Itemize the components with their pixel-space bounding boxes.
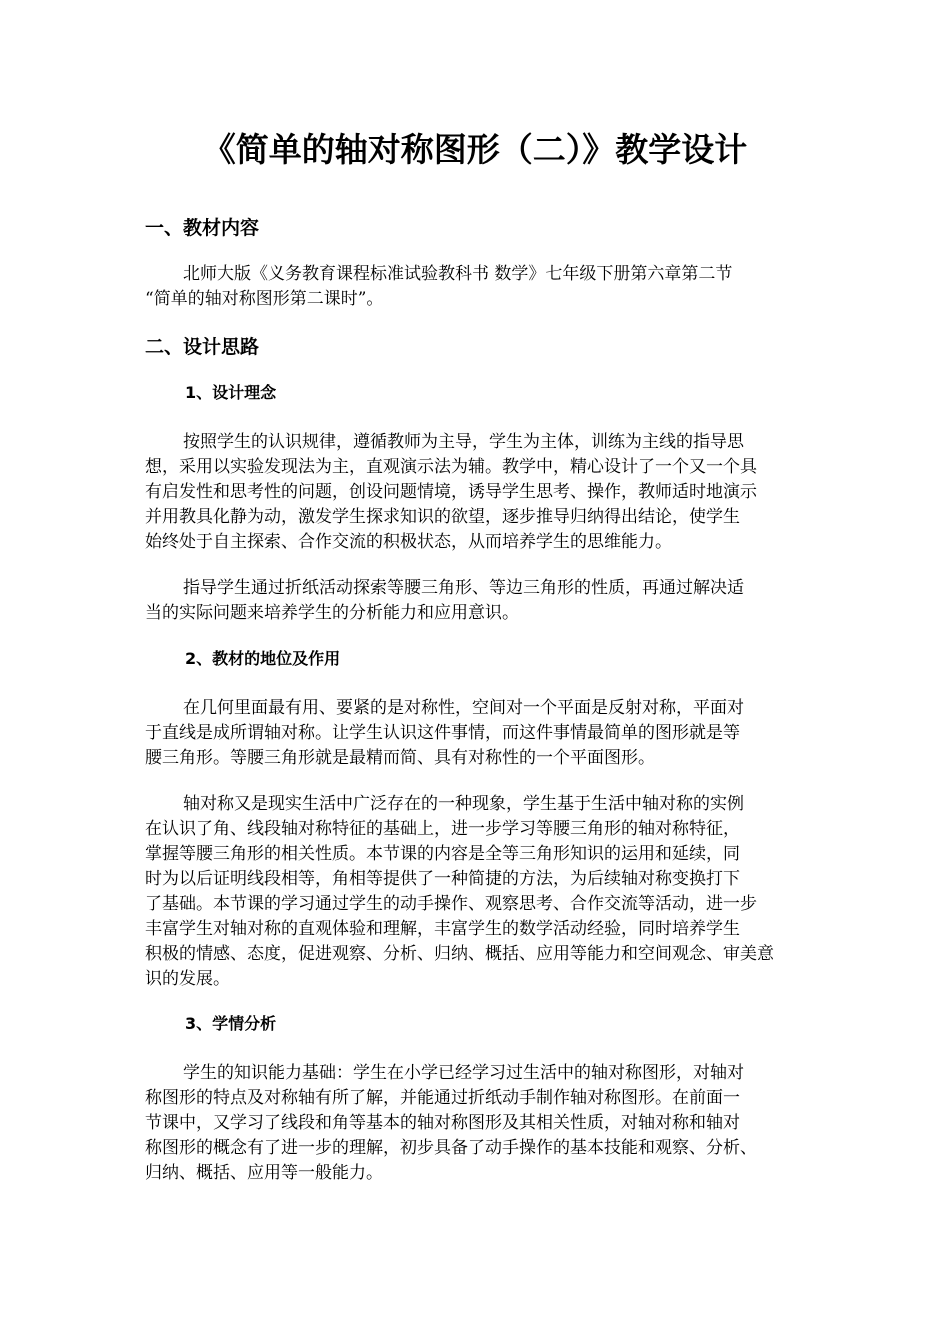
- text-line: 腰三角形。等腰三角形就是最精而简、具有对称性的一个平面图形。: [145, 748, 655, 768]
- text-line: 北师大版《义务教育课程标准试验教科书 数学》七年级下册第六章第二节: [183, 264, 733, 284]
- text-line: 按照学生的认识规律，遵循教师为主导，学生为主体，训练为主线的指导思: [183, 432, 744, 452]
- text-line: 当的实际问题来培养学生的分析能力和应用意识。: [145, 603, 519, 623]
- text-line: 时为以后证明线段相等，角相等提供了一种简捷的方法，为后续轴对称变换打下: [145, 869, 740, 889]
- paragraph-textbook-role-2: [145, 792, 810, 992]
- subsection-heading-learner-analysis: 3、学情分析: [185, 1014, 277, 1033]
- text-line: 节课中，又学习了线段和角等基本的轴对称图形及其相关性质，对轴对称和轴对: [145, 1113, 740, 1133]
- subsection-heading-textbook-role: 2、教材的地位及作用: [185, 649, 341, 668]
- subsection-heading-design-concept: 1、设计理念: [185, 383, 277, 402]
- text-line: 在认识了角、线段轴对称特征的基础上，进一步学习等腰三角形的轴对称特征，: [145, 819, 740, 839]
- text-line: “简单的轴对称图形第二课时”。: [145, 289, 384, 309]
- text-line: 了基础。本节课的学习通过学生的动手操作、观察思考、合作交流等活动，进一步: [145, 894, 757, 914]
- text-line: 积极的情感、态度，促进观察、分析、归纳、概括、应用等能力和空间观念、审美意: [145, 944, 774, 964]
- text-line: 始终处于自主探索、合作交流的积极状态，从而培养学生的思维能力。: [145, 532, 672, 552]
- section-heading-design-ideas: 二、设计思路: [145, 336, 260, 358]
- text-line: 并用教具化静为动，激发学生探求知识的欲望，逐步推导归纳得出结论，使学生: [145, 507, 740, 527]
- text-line: 在几何里面最有用、要紧的是对称性，空间对一个平面是反射对称，平面对: [183, 698, 744, 718]
- text-line: 学生的知识能力基础：学生在小学已经学习过生活中的轴对称图形，对轴对: [183, 1063, 744, 1083]
- paragraph-textbook-content: [145, 262, 810, 312]
- document-title: 《简单的轴对称图形（二）》教学设计: [202, 130, 748, 169]
- text-line: 掌握等腰三角形的相关性质。本节课的内容是全等三角形知识的运用和延续，同: [145, 844, 740, 864]
- text-line: 归纳、概括、应用等一般能力。: [145, 1163, 383, 1183]
- text-line: 识的发展。: [145, 969, 230, 989]
- text-line: 想，采用以实验发现法为主，直观演示法为辅。教学中，精心设计了一个又一个具: [145, 457, 757, 477]
- section-heading-textbook-content: 一、教材内容: [145, 217, 260, 239]
- text-line: 轴对称又是现实生活中广泛存在的一种现象，学生基于生活中轴对称的实例: [183, 794, 744, 814]
- paragraph-textbook-role-1: [145, 696, 810, 771]
- text-line: 于直线是成所谓轴对称。让学生认识这件事情，而这件事情最简单的图形就是等: [145, 723, 740, 743]
- text-line: 有启发性和思考性的问题，创设问题情境，诱导学生思考、操作，教师适时地演示: [145, 482, 757, 502]
- text-line: 丰富学生对轴对称的直观体验和理解，丰富学生的数学活动经验，同时培养学生: [145, 919, 740, 939]
- text-line: 指导学生通过折纸活动探索等腰三角形、等边三角形的性质，再通过解决适: [183, 578, 744, 598]
- paragraph-learner-analysis: [145, 1061, 810, 1186]
- paragraph-design-concept-1: [145, 430, 810, 555]
- text-line: 称图形的特点及对称轴有所了解，并能通过折纸动手制作轴对称图形。在前面一: [145, 1088, 740, 1108]
- paragraph-design-concept-2: [145, 576, 810, 626]
- text-line: 称图形的概念有了进一步的理解，初步具备了动手操作的基本技能和观察、分析、: [145, 1138, 757, 1158]
